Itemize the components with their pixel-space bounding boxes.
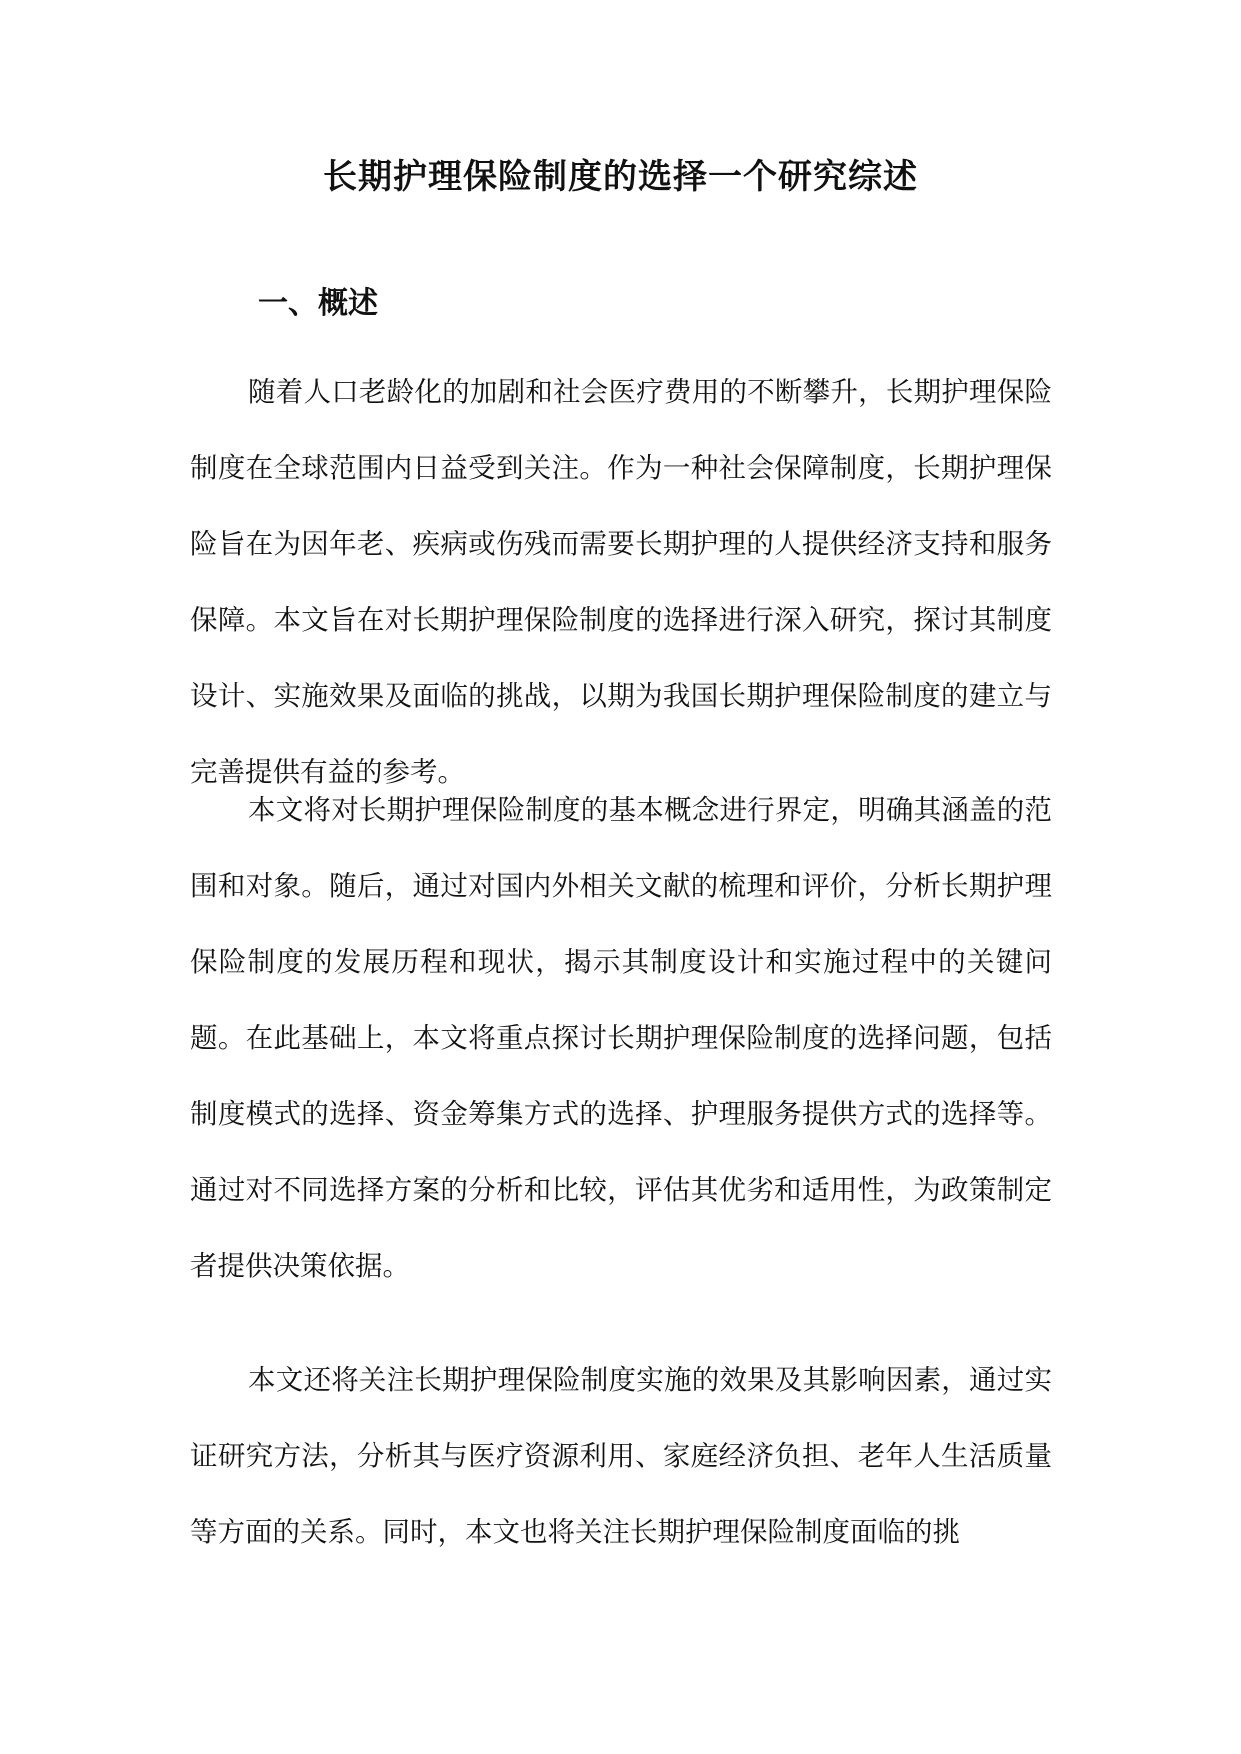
body-paragraph-1: 随着人口老龄化的加剧和社会医疗费用的不断攀升，长期护理保险制度在全球范围内日益受到关注。作为一种社会保障制度，长期护理保险旨在为因年老、疾病或伤残而需要长期护理的人提供经济支持和服务保障。本文旨在对长期护理保险制度的选择进行深入研究，探讨其制度设计、实施效果及面临的挑战，以期为我国长期护理保险制度的建立与完善提供有益的参考。 — [190, 376, 1052, 788]
document-title: 长期护理保险制度的选择一个研究综述 — [323, 157, 918, 197]
section-heading-overview: 一、概述 — [258, 286, 378, 321]
body-paragraph-2: 本文将对长期护理保险制度的基本概念进行界定，明确其涵盖的范围和对象。随后，通过对国内外相关文献的梳理和评价，分析长期护理保险制度的发展历程和现状，揭示其制度设计和实施过程中的关键问题。在此基础上，本文将重点探讨长期护理保险制度的选择问题，包括制度模式的选择、资金筹集方式的选择、护理服务提供方式的选择等。通过对不同选择方案的分析和比较，评估其优劣和适用性，为政策制定者提供决策依据。 — [190, 794, 1052, 1282]
body-paragraph-3: 本文还将关注长期护理保险制度实施的效果及其影响因素，通过实证研究方法，分析其与医疗资源利用、家庭经济负担、老年人生活质量等方面的关系。同时，本文也将关注长期护理保险制度面临的挑 — [190, 1364, 1052, 1548]
